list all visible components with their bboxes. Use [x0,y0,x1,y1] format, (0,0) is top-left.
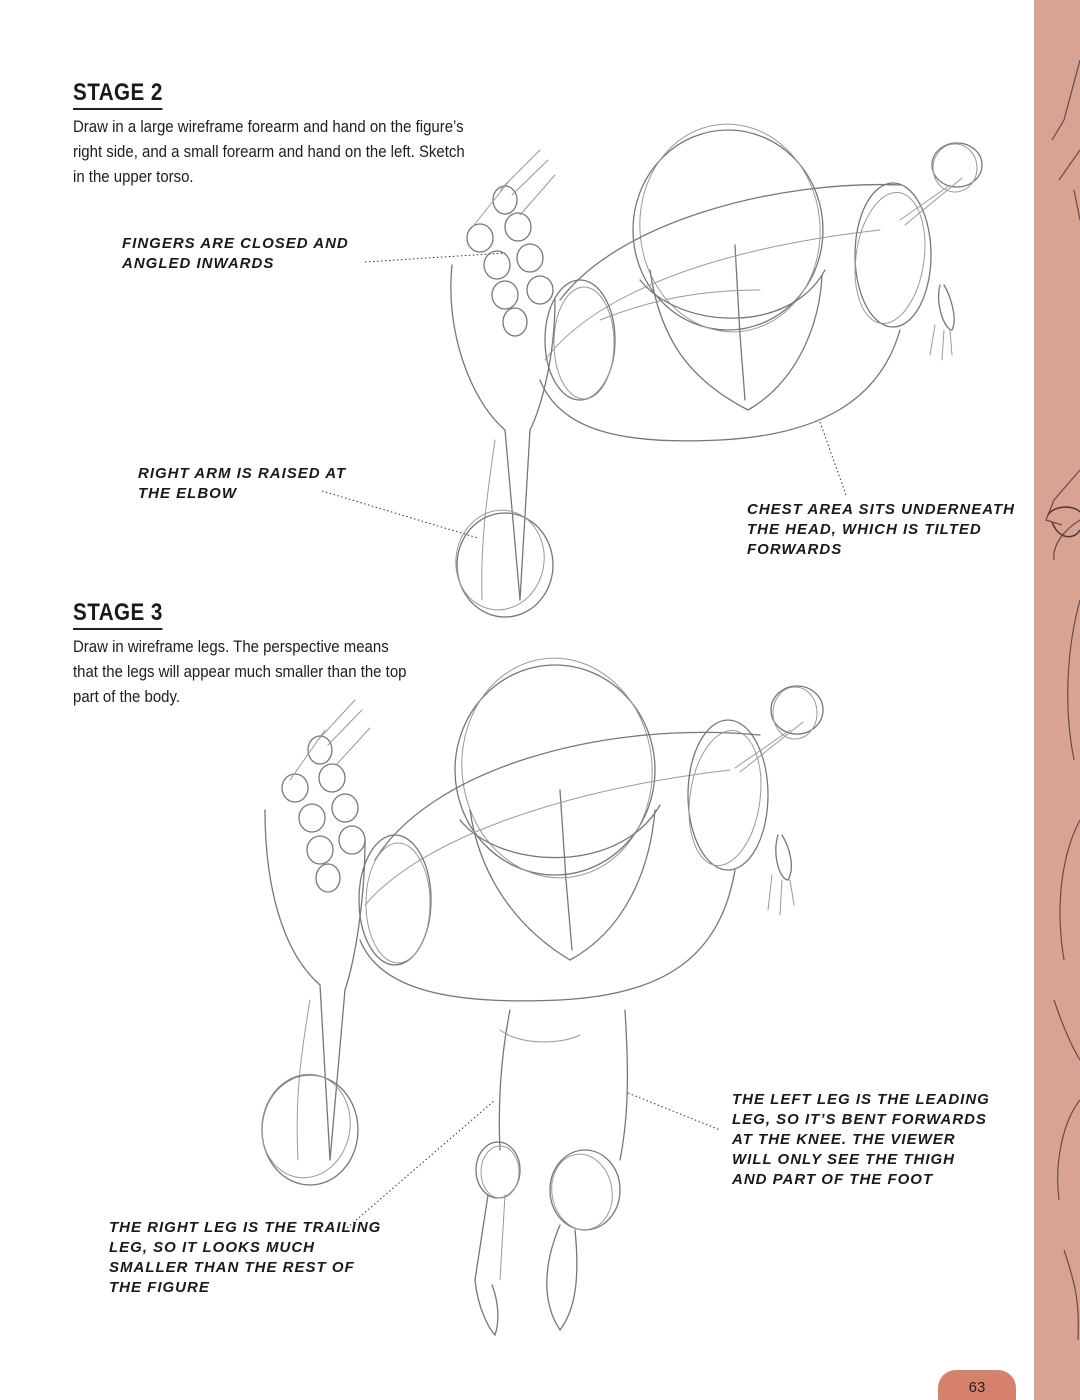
leader-left-leg [628,1093,720,1130]
stage-3-figure-sketch [254,649,823,1335]
note-left-leg: THE LEFT LEG IS THE LEADING LEG, SO IT’S BENT FORWARDS AT THE KNEE. THE VIEWER WILL ONLY SEE THE THIGH AND PART OF THE FOOT [732,1091,990,1188]
note-chest: CHEST AREA SITS UNDERNEATH THE HEAD, WHICH IS TILTED FORWARDS [747,501,1015,558]
leader-right-leg [347,1100,495,1228]
stage-2-instructions: Draw in a large wireframe forearm and hand on the figure’s right side, and a small forearm and hand on the left. Sketch in the upper torso. [73,117,465,186]
leader-right-arm [322,491,478,538]
stage-3-title: STAGE 3 [73,598,163,630]
note-right-leg: THE RIGHT LEG IS THE TRAILING LEG, SO IT LOOKS MUCH SMALLER THAN THE REST OF THE FIGURE [109,1219,382,1296]
stage-2-title: STAGE 2 [73,78,163,110]
leader-chest [820,422,846,495]
stage-3-instructions: Draw in wireframe legs. The perspective means that the legs will appear much smaller than the top part of the body. [73,637,407,706]
stage-2-figure-sketch [448,115,982,617]
page-number: 63 [968,1378,986,1396]
note-fingers: FINGERS ARE CLOSED AND ANGLED INWARDS [122,235,349,272]
note-right-arm: RIGHT ARM IS RAISED AT THE ELBOW [138,465,347,502]
page-number-tab [938,1370,1016,1400]
